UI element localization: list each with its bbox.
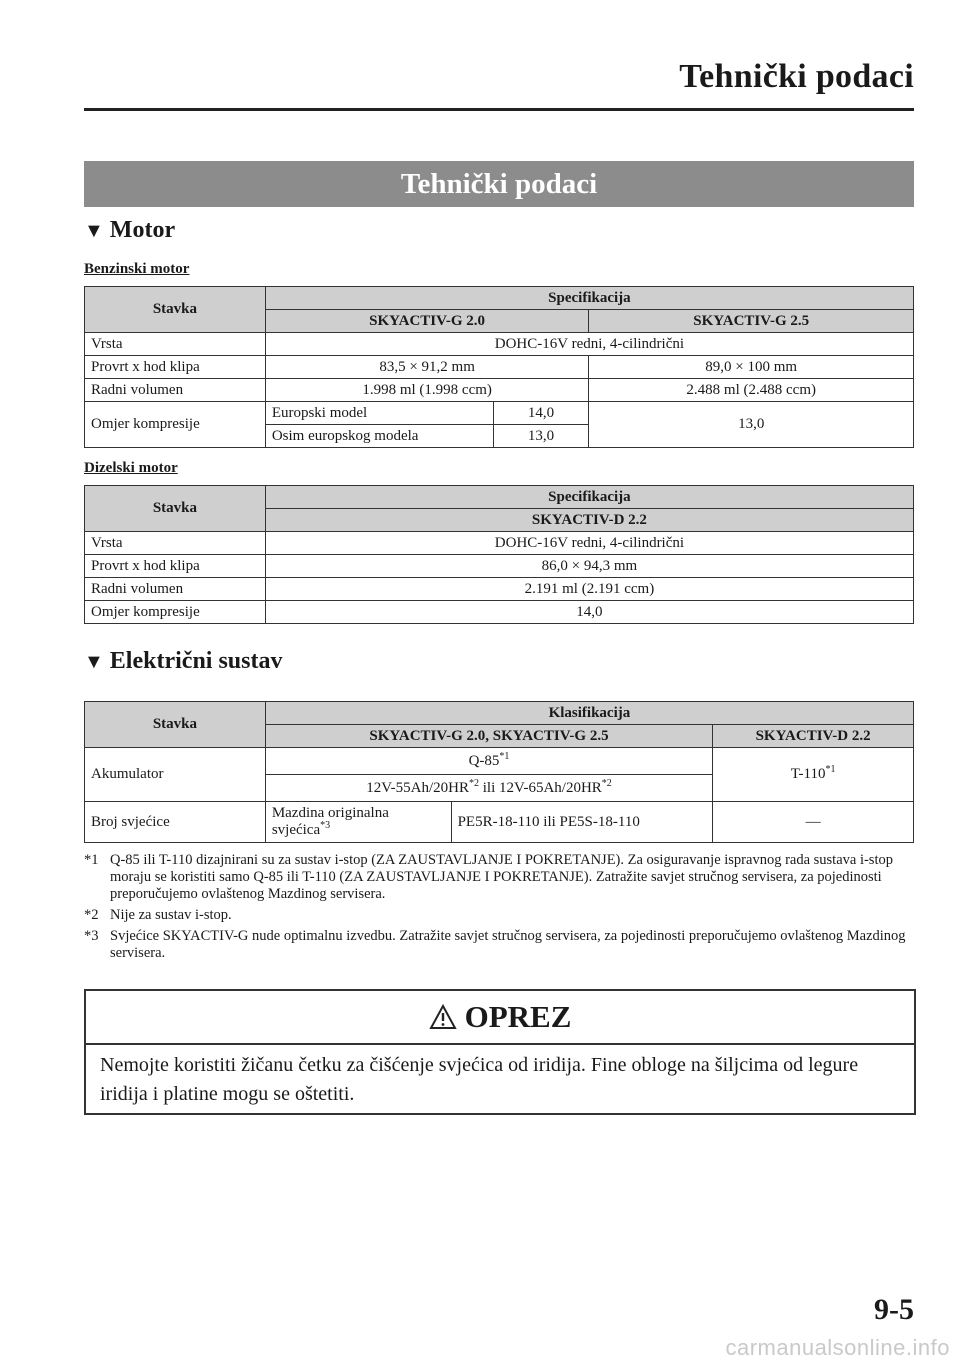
- footnote: [84, 852, 924, 903]
- footnote-ref: *1: [499, 750, 510, 762]
- page-number: 9-5: [874, 1293, 914, 1326]
- footnote: [84, 907, 924, 924]
- cell-value: 89,0 × 100 mm: [589, 356, 914, 379]
- row-label: Radni volumen: [85, 379, 266, 402]
- col-header-d: SKYACTIV-D 2.2: [713, 725, 914, 748]
- row-label: Provrt x hod klipa: [85, 555, 266, 578]
- battery-g-value: Q-85: [468, 752, 500, 769]
- table-row: [85, 802, 914, 843]
- col-header-spec: Specifikacija: [265, 486, 913, 509]
- footnote: [84, 928, 924, 962]
- col-header-g25: SKYACTIV-G 2.5: [589, 310, 914, 333]
- cell-value: DOHC-16V redni, 4-cilindrični: [265, 532, 913, 555]
- cell-value: 1.998 ml (1.998 ccm): [265, 379, 589, 402]
- col-header-item: Stavka: [85, 702, 266, 748]
- motor-heading: [84, 217, 175, 244]
- cell-value: 86,0 × 94,3 mm: [265, 555, 913, 578]
- col-header-class: Klasifikacija: [265, 702, 913, 725]
- table-row: [85, 356, 914, 379]
- table-row: [85, 748, 914, 775]
- table-row: [85, 379, 914, 402]
- footnotes: [84, 852, 924, 966]
- caution-box: [84, 989, 916, 1115]
- petrol-engine-table: [84, 286, 914, 448]
- row-label: Radni volumen: [85, 578, 266, 601]
- footnote-mark: *3: [84, 928, 99, 944]
- footnote-ref: *2: [601, 777, 612, 789]
- section-banner: Tehnički podaci: [84, 161, 914, 207]
- footnote-text: Nije za sustav i-stop.: [110, 907, 232, 923]
- electrical-table: [84, 701, 914, 843]
- col-header-item: Stavka: [85, 486, 266, 532]
- battery-g-option-a: 12V-55Ah/20HR: [366, 779, 469, 796]
- diesel-engine-table: [84, 485, 914, 624]
- petrol-engine-label: Benzinski motor: [84, 261, 190, 277]
- caution-header: [86, 991, 914, 1045]
- cell-value: —: [713, 802, 914, 843]
- battery-d-value: T-110: [790, 766, 826, 782]
- footnote-ref: *1: [825, 764, 836, 775]
- diesel-engine-label: Dizelski motor: [84, 460, 178, 476]
- cell-value: 2.191 ml (2.191 ccm): [265, 578, 913, 601]
- cell-value: 83,5 × 91,2 mm: [265, 356, 589, 379]
- electrical-heading-text: Električni sustav: [109, 648, 283, 674]
- table-row: [85, 555, 914, 578]
- cell-value: [265, 775, 712, 802]
- cell-value: 14,0: [265, 601, 913, 624]
- triangle-down-icon: ▼: [84, 650, 104, 673]
- caution-text: Nemojte koristiti žičanu četku za čišćenje svjećica od iridija. Fine obloge na šiljcima od legure iridija i platine mogu se oštetiti.: [100, 1054, 859, 1105]
- row-label: Omjer kompresije: [85, 601, 266, 624]
- footnote-mark: *2: [84, 907, 99, 923]
- cell-value: 2.488 ml (2.488 ccm): [589, 379, 914, 402]
- row-label: Vrsta: [85, 532, 266, 555]
- row-label: Vrsta: [85, 333, 266, 356]
- watermark: carmanualsonline.info: [725, 1335, 950, 1360]
- table-row: [85, 601, 914, 624]
- row-label: Broj svjećice: [85, 802, 266, 843]
- caution-title: OPREZ: [464, 999, 572, 1034]
- col-header-spec: Specifikacija: [265, 287, 913, 310]
- cell-value: [265, 802, 451, 843]
- table-row: [85, 578, 914, 601]
- table-row: [85, 333, 914, 356]
- running-title: Tehnički podaci: [679, 58, 914, 95]
- cell-value: DOHC-16V redni, 4-cilindrični: [265, 333, 913, 356]
- cell-value: 14,0: [493, 402, 589, 425]
- battery-g-connector: ili: [478, 779, 499, 796]
- footnote-text: Q-85 ili T-110 dizajnirani su za sustav i-stop (ZA ZAUSTAVLJANJE I POKRETANJE). Za osiguravanje ispravnog rada sustava i-stop moraju se koristiti samo Q-85 ili T-110 (ZA ZAUSTAVLJANJE I POKRETANJE). Zatražite savjet stručnog servisera, za pojedinosti preporučujemo ovlaštenog Mazdinog servisera.: [110, 852, 893, 902]
- cell-value: Osim europskog modela: [265, 425, 493, 448]
- triangle-down-icon: ▼: [84, 219, 104, 242]
- electrical-heading: [84, 648, 282, 675]
- col-header-g: SKYACTIV-G 2.0, SKYACTIV-G 2.5: [265, 725, 712, 748]
- footnote-text: Svjećice SKYACTIV-G nude optimalnu izvedbu. Zatražite savjet stručnog servisera, za pojedinosti preporučujemo ovlaštenog Mazdinog servisera.: [110, 928, 906, 961]
- col-header-item: Stavka: [85, 287, 266, 333]
- row-label: Omjer kompresije: [85, 402, 266, 448]
- footnote-ref: *2: [468, 777, 479, 789]
- warning-triangle-icon: [429, 1004, 457, 1030]
- col-header-g20: SKYACTIV-G 2.0: [265, 310, 589, 333]
- table-row: [85, 532, 914, 555]
- cell-value: Europski model: [265, 402, 493, 425]
- row-label: Akumulator: [85, 748, 266, 802]
- cell-value: PE5R-18-110 ili PE5S-18-110: [451, 802, 713, 843]
- plug-sub-line2: svjećica: [271, 822, 321, 838]
- cell-value: [265, 748, 712, 775]
- plug-sub-line1: Mazdina originalna: [271, 805, 389, 821]
- col-header-d22: SKYACTIV-D 2.2: [265, 509, 913, 532]
- footnote-ref: *3: [320, 820, 331, 831]
- motor-heading-text: Motor: [109, 217, 176, 243]
- row-label: Provrt x hod klipa: [85, 356, 266, 379]
- table-row: [85, 402, 914, 425]
- footnote-mark: *1: [84, 852, 99, 868]
- battery-g-option-b: 12V-65Ah/20HR: [499, 779, 602, 796]
- header-rule: [84, 108, 914, 111]
- cell-value: 13,0: [493, 425, 589, 448]
- cell-value: 13,0: [589, 402, 914, 448]
- cell-value: [713, 748, 914, 802]
